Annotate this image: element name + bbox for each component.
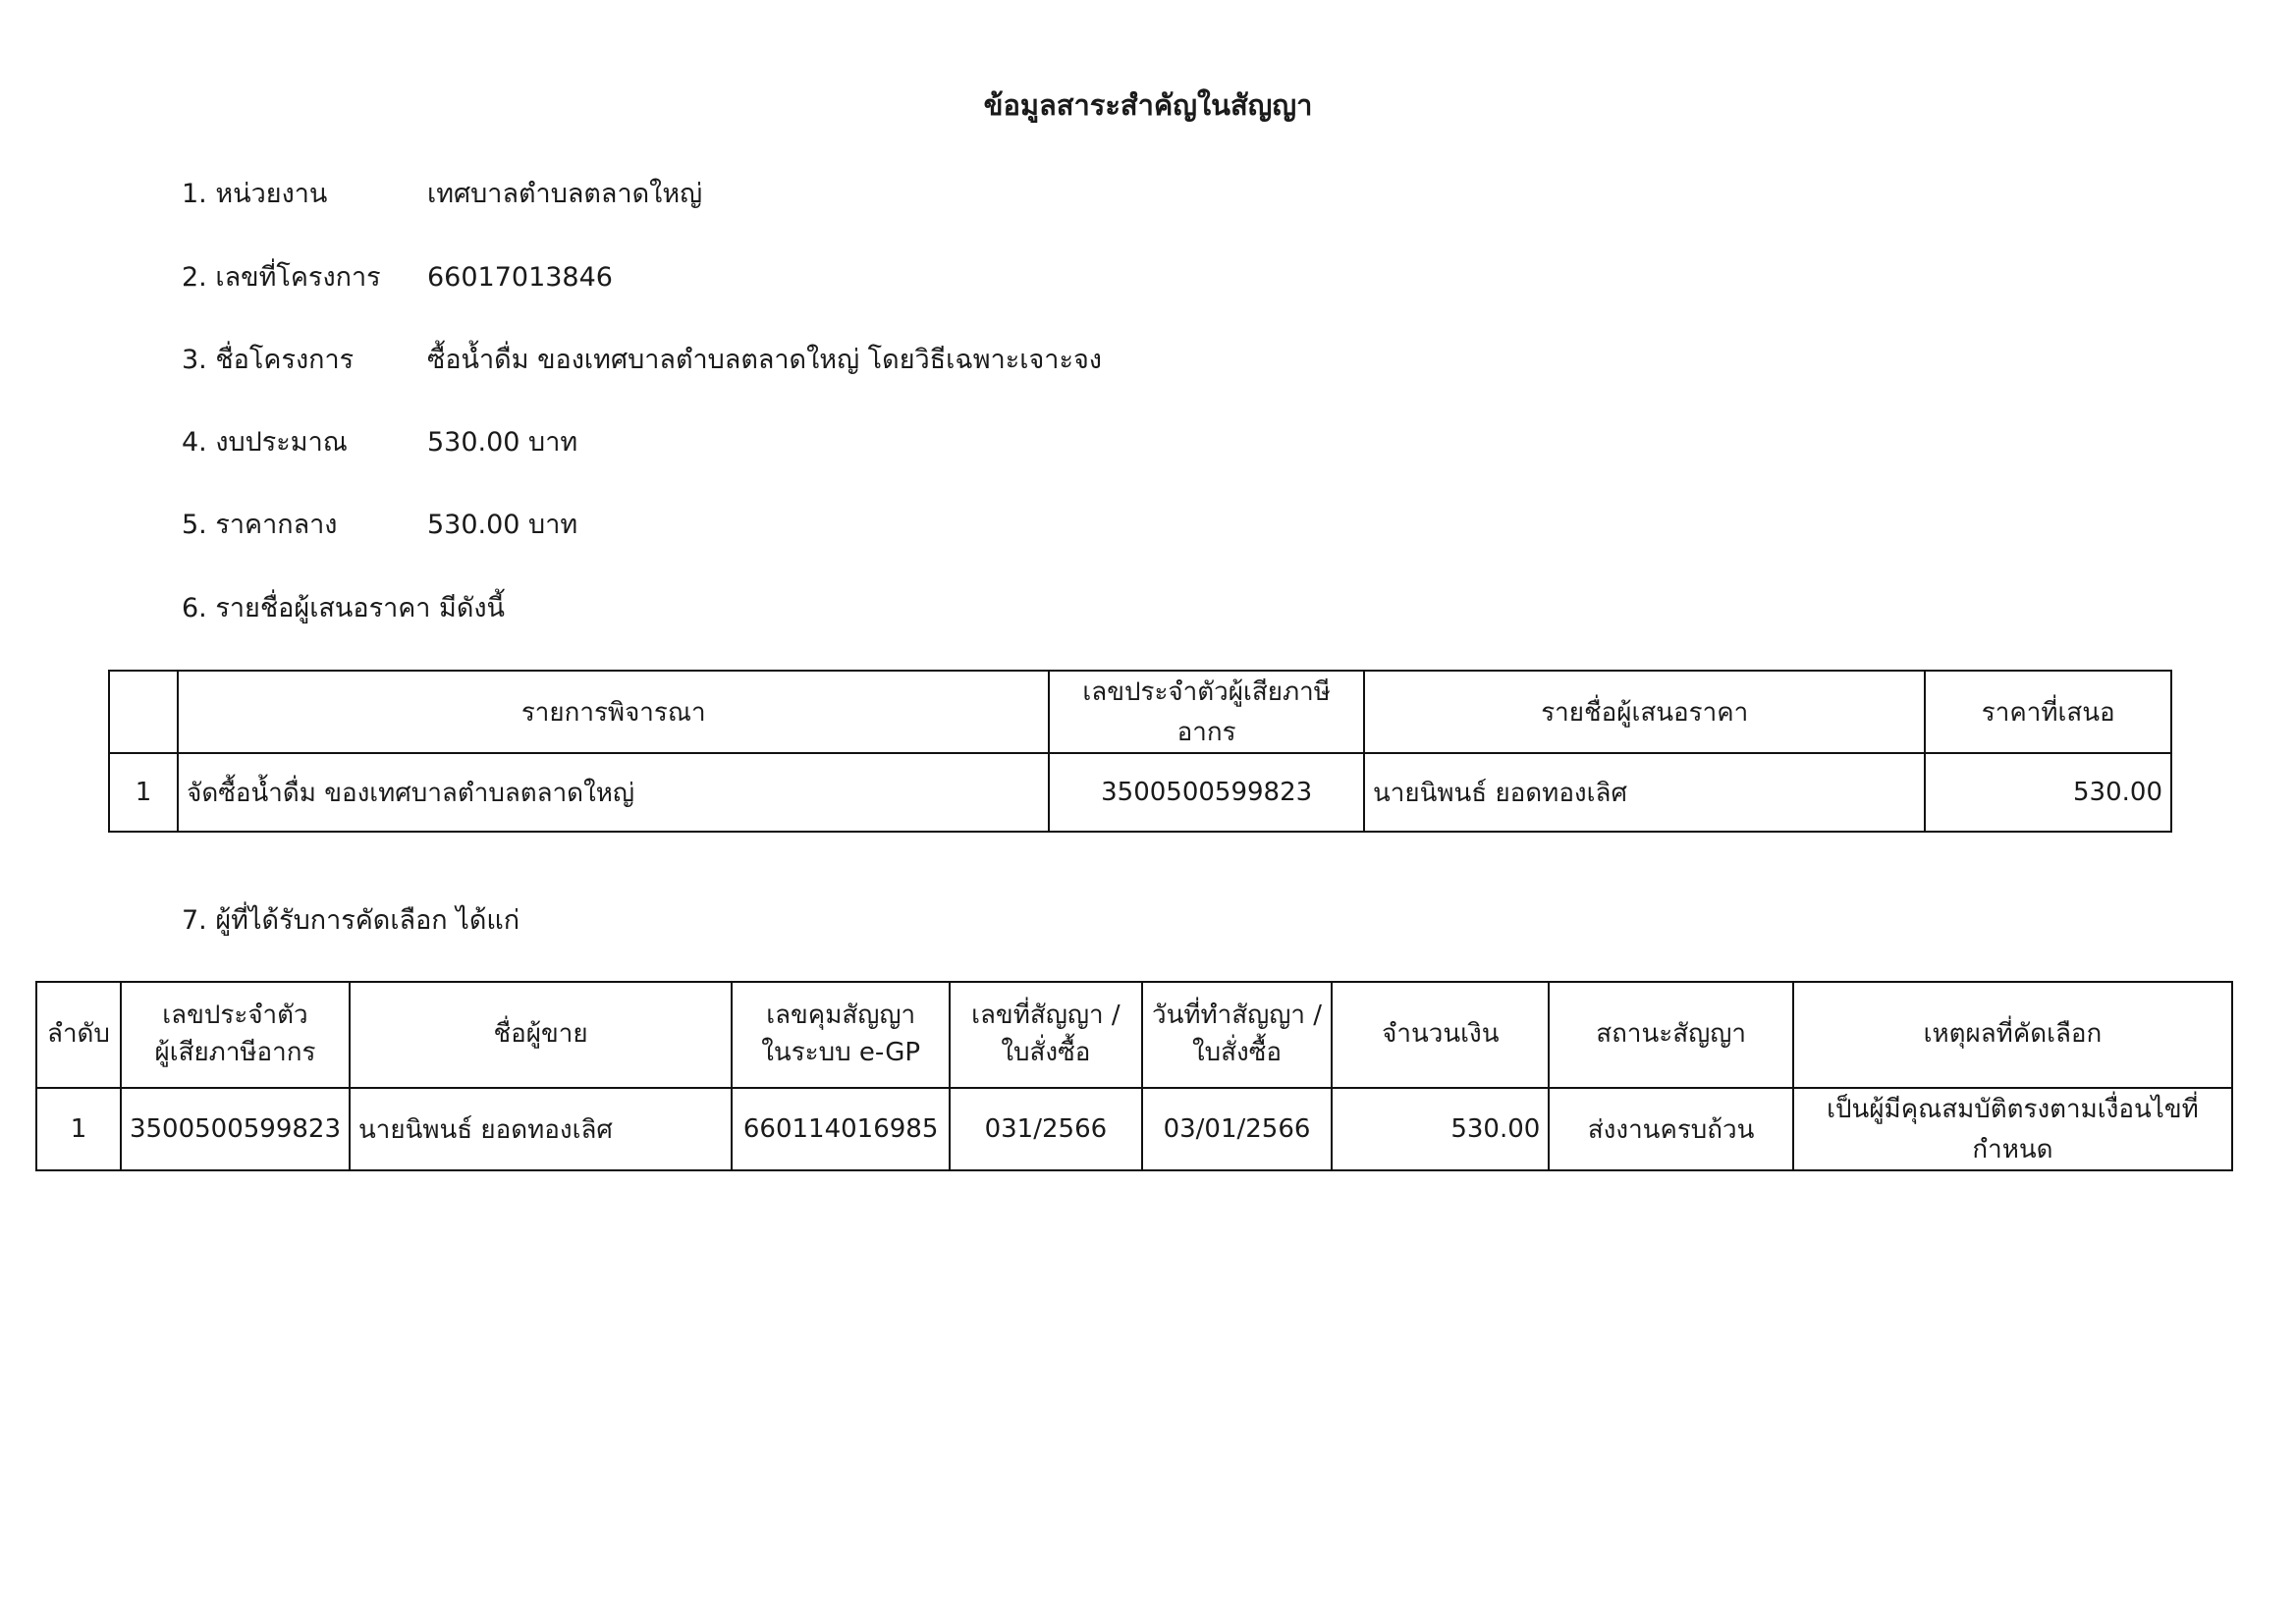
header-contract-date (1142, 982, 1333, 1088)
header-line: เลขที่สัญญา / (971, 1001, 1121, 1031)
cell-item: จัดซื้อน้ำดื่ม ของเทศบาลตำบลตลาดใหญ่ (178, 753, 1049, 832)
header-line: ชื่อผู้ขาย (493, 1019, 588, 1050)
item-agency (182, 175, 702, 214)
cell-tax-id: 3500500599823 (1049, 753, 1364, 832)
cell-bidder-name: นายนิพนธ์ ยอดทองเลิศ (1364, 753, 1925, 832)
header-line: ใบสั่งซื้อ (1191, 1038, 1283, 1067)
table-row (36, 1088, 2232, 1170)
item-value: ซื้อน้ำดื่ม ของเทศบาลตำบลตลาดใหญ่ โดยวิธีเฉพาะเจาะจง (427, 345, 1102, 375)
header-line: วันที่ทำสัญญา / (1151, 1001, 1323, 1031)
section-winners-heading: 7. ผู้ที่ได้รับการคัดเลือก ได้แก่ (182, 905, 520, 936)
header-order (36, 982, 121, 1088)
cell-tax-id: 3500500599823 (121, 1088, 350, 1170)
header-offered-price: ราคาที่เสนอ (1925, 671, 2171, 753)
section-bidders-heading: 6. รายชื่อผู้เสนอราคา มีดังนี้ (182, 593, 506, 623)
item-value: เทศบาลตำบลตลาดใหญ่ (427, 179, 703, 209)
header-bidder-name: รายชื่อผู้เสนอราคา (1364, 671, 1925, 753)
header-line: ลำดับ (47, 1019, 110, 1050)
item-value: 530.00 บาท (427, 510, 578, 540)
winners-table (35, 981, 2233, 1171)
table-row (109, 753, 2171, 832)
header-line: เลขประจำตัว (162, 1001, 308, 1031)
header-line: ใบสั่งซื้อ (1001, 1038, 1091, 1067)
item-value: 530.00 บาท (427, 427, 578, 458)
header-line: ในระบบ e-GP (761, 1038, 921, 1067)
header-line: เลขคุมสัญญา (766, 1001, 916, 1031)
header-selection-reason (1793, 982, 2232, 1088)
cell-contract-status: ส่งงานครบถ้วน (1549, 1088, 1793, 1170)
item-label: 5. ราคากลาง (182, 510, 338, 540)
bidders-table (108, 670, 2172, 833)
item-label: 2. เลขที่โครงการ (182, 262, 381, 293)
item-project-number (182, 258, 613, 298)
item-label: 1. หน่วยงาน (182, 179, 328, 209)
cell-selection-reason: เป็นผู้มีคุณสมบัติตรงตามเงื่อนไขที่กำหนด (1793, 1088, 2232, 1170)
item-project-name (182, 341, 1102, 380)
document-title: ข้อมูลสาระสำคัญในสัญญา (983, 88, 1313, 122)
header-tax-id: เลขประจำตัวผู้เสียภาษีอากร (1049, 671, 1364, 753)
item-budget (182, 423, 577, 462)
header-line: จำนวนเงิน (1382, 1019, 1500, 1050)
item-label: 3. ชื่อโครงการ (182, 345, 355, 375)
item-value: 66017013846 (427, 262, 613, 293)
header-egp-number (732, 982, 950, 1088)
header-tax-id (121, 982, 350, 1088)
header-contract-status (1549, 982, 1793, 1088)
cell-seller-name: นายนิพนธ์ ยอดทองเลิศ (350, 1088, 732, 1170)
cell-order: 1 (36, 1088, 121, 1170)
item-median-price (182, 506, 577, 545)
header-line: ผู้เสียภาษีอากร (154, 1038, 316, 1067)
header-amount (1332, 982, 1549, 1088)
header-index (109, 671, 178, 753)
cell-contract-date: 03/01/2566 (1142, 1088, 1333, 1170)
header-contract-number (950, 982, 1142, 1088)
header-line: เหตุผลที่คัดเลือก (1923, 1019, 2103, 1050)
cell-offered-price: 530.00 (1925, 753, 2171, 832)
cell-egp-number: 660114016985 (732, 1088, 950, 1170)
table-header-row (109, 671, 2171, 753)
header-seller-name (350, 982, 732, 1088)
cell-contract-number: 031/2566 (950, 1088, 1142, 1170)
header-item: รายการพิจารณา (178, 671, 1049, 753)
item-label: 4. งบประมาณ (182, 427, 348, 458)
table-header-row (36, 982, 2232, 1088)
header-line: สถานะสัญญา (1596, 1019, 1746, 1050)
cell-amount: 530.00 (1332, 1088, 1549, 1170)
cell-index: 1 (109, 753, 178, 832)
